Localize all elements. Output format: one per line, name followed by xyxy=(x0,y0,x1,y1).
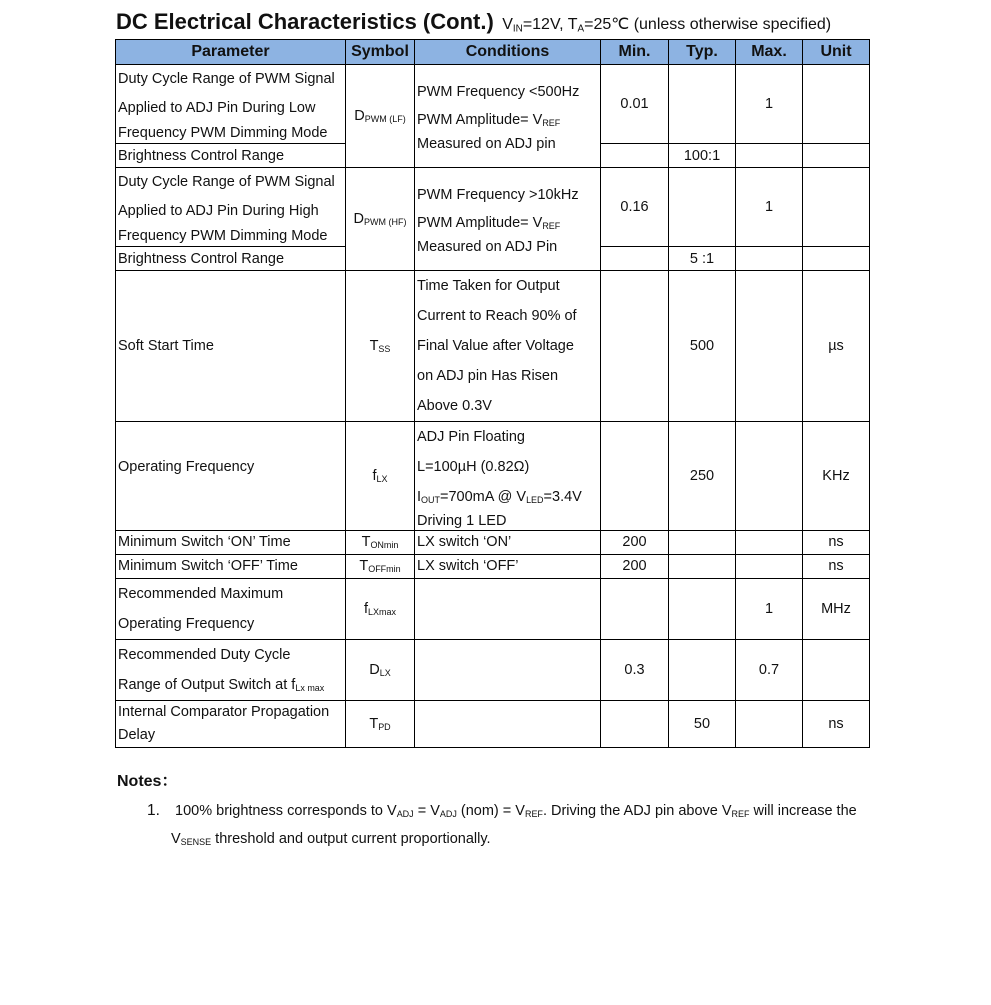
table-row xyxy=(116,422,870,531)
dc-characteristics-table xyxy=(115,39,870,748)
symbol-sub: OFFmin xyxy=(368,564,401,575)
param-line: Frequency PWM Dimming Mode xyxy=(118,125,328,141)
cond-text: PWM Amplitude= V xyxy=(417,112,543,128)
max-cell xyxy=(736,531,803,555)
max-cell xyxy=(736,271,803,422)
symbol-main: D xyxy=(353,211,365,227)
symbol-main: T xyxy=(369,338,379,354)
table-row xyxy=(116,531,870,555)
title-cond-sub: A xyxy=(577,23,585,35)
title-cond-text: =25℃ (unless otherwise specified) xyxy=(584,16,832,33)
symbol-cell xyxy=(346,555,415,579)
cond-line: Current to Reach 90% of xyxy=(417,308,577,324)
unit-cell: MHz xyxy=(803,579,870,640)
max-cell xyxy=(736,555,803,579)
cond-line: Final Value after Voltage xyxy=(417,338,574,354)
min-cell xyxy=(601,422,669,531)
cond-line: L=100µH (0.82Ω) xyxy=(417,459,530,475)
max-cell: 0.7 xyxy=(736,640,803,701)
min-cell: 200 xyxy=(601,531,669,555)
min-cell: 0.16 xyxy=(601,168,669,247)
param-cell xyxy=(116,640,346,701)
header-symbol: Symbol xyxy=(346,40,415,65)
note-item xyxy=(147,797,907,853)
typ-cell: 100:1 xyxy=(669,144,736,168)
cond-line: PWM Frequency <500Hz xyxy=(417,84,580,100)
symbol-cell xyxy=(346,701,415,748)
header-unit: Unit xyxy=(803,40,870,65)
cond-line: Measured on ADJ pin xyxy=(417,136,556,152)
symbol-cell xyxy=(346,168,415,271)
typ-cell xyxy=(669,579,736,640)
param-line: Internal Comparator Propagation xyxy=(118,704,330,720)
min-cell xyxy=(601,701,669,748)
symbol-main: T xyxy=(359,558,369,574)
cond-line xyxy=(417,209,598,237)
table-row xyxy=(116,579,870,640)
unit-cell: ns xyxy=(803,531,870,555)
note-text: = V xyxy=(413,803,440,819)
param-cell: Brightness Control Range xyxy=(116,144,346,168)
max-cell xyxy=(736,247,803,271)
title-cond-sub: IN xyxy=(512,23,523,35)
typ-cell xyxy=(669,168,736,247)
param-cell xyxy=(116,65,346,144)
table-row xyxy=(116,65,870,144)
min-cell xyxy=(601,247,669,271)
symbol-sub: PD xyxy=(378,722,391,733)
symbol-sub: LX xyxy=(376,474,388,485)
cond-text: =3.4V xyxy=(543,489,582,505)
conditions-cell xyxy=(415,422,601,531)
conditions-cell xyxy=(415,168,601,271)
param-line: Duty Cycle Range of PWM Signal xyxy=(118,174,335,190)
param-line: Recommended Maximum xyxy=(118,586,284,602)
symbol-main: T xyxy=(361,534,371,550)
typ-cell xyxy=(669,640,736,701)
max-cell: 1 xyxy=(736,579,803,640)
note-line xyxy=(147,825,907,853)
max-cell: 1 xyxy=(736,168,803,247)
symbol-main: T xyxy=(369,716,379,732)
header-conditions: Conditions xyxy=(415,40,601,65)
conditions-cell xyxy=(415,65,601,168)
page-title xyxy=(116,9,831,35)
param-line: Recommended Duty Cycle xyxy=(118,647,291,663)
cond-line: Above 0.3V xyxy=(417,398,492,414)
param-cell: Soft Start Time xyxy=(116,271,346,422)
cond-line: Driving 1 LED xyxy=(417,513,507,529)
cond-text: =700mA @ V xyxy=(440,489,527,505)
typ-cell: 50 xyxy=(669,701,736,748)
cond-text: PWM Amplitude= V xyxy=(417,215,543,231)
note-sub: ADJ xyxy=(396,809,414,820)
symbol-sub: PWM (HF) xyxy=(364,217,407,228)
symbol-sub: LXmax xyxy=(368,607,396,618)
notes-section xyxy=(117,768,857,848)
symbol-cell xyxy=(346,640,415,701)
conditions-cell: LX switch ‘ON’ xyxy=(415,531,601,555)
unit-cell xyxy=(803,247,870,271)
note-text: 100% brightness corresponds to V xyxy=(171,803,397,819)
note-sub: REF xyxy=(524,809,543,820)
title-cond-text: =12V, T xyxy=(522,16,578,33)
unit-cell xyxy=(803,144,870,168)
cond-line: Measured on ADJ Pin xyxy=(417,239,558,255)
note-text: (nom) = V xyxy=(456,803,525,819)
table-row xyxy=(116,168,870,247)
symbol-cell xyxy=(346,579,415,640)
table-row xyxy=(116,271,870,422)
conditions-cell xyxy=(415,271,601,422)
header-min: Min. xyxy=(601,40,669,65)
conditions-cell: LX switch ‘OFF’ xyxy=(415,555,601,579)
param-line: Frequency PWM Dimming Mode xyxy=(118,228,328,244)
min-cell: 200 xyxy=(601,555,669,579)
typ-cell: 250 xyxy=(669,422,736,531)
conditions-cell xyxy=(415,640,601,701)
cond-line: on ADJ pin Has Risen xyxy=(417,368,559,384)
symbol-sub: PWM (LF) xyxy=(364,114,406,125)
param-line: Applied to ADJ Pin During Low xyxy=(118,100,316,116)
title-cond-text: V xyxy=(502,16,513,33)
unit-cell: KHz xyxy=(803,422,870,531)
param-cell: Brightness Control Range xyxy=(116,247,346,271)
conditions-cell xyxy=(415,579,601,640)
note-text: will increase the xyxy=(749,803,857,819)
table-header-row xyxy=(116,40,870,65)
min-cell xyxy=(601,271,669,422)
param-cell: Operating Frequency xyxy=(116,422,346,531)
param-line: Delay xyxy=(118,727,156,743)
header-typ: Typ. xyxy=(669,40,736,65)
symbol-main: f xyxy=(364,601,369,617)
typ-cell: 500 xyxy=(669,271,736,422)
note-text: V xyxy=(171,831,181,847)
cond-sub: REF xyxy=(542,118,561,129)
cond-sub: REF xyxy=(542,221,561,232)
unit-cell: ns xyxy=(803,701,870,748)
symbol-sub: SS xyxy=(378,344,391,355)
min-cell xyxy=(601,144,669,168)
param-text: Range of Output Switch at f xyxy=(118,677,296,693)
symbol-cell xyxy=(346,531,415,555)
note-sub: ADJ xyxy=(439,809,457,820)
cond-sub: OUT xyxy=(421,495,440,506)
note-text: threshold and output current proportionally. xyxy=(211,831,491,847)
symbol-main: f xyxy=(372,468,377,484)
unit-cell xyxy=(803,65,870,144)
min-cell: 0.01 xyxy=(601,65,669,144)
cond-line: Time Taken for Output xyxy=(417,278,560,294)
symbol-sub: LX xyxy=(379,668,391,679)
symbol-cell xyxy=(346,422,415,531)
param-line: Duty Cycle Range of PWM Signal xyxy=(118,71,335,87)
cond-line: ADJ Pin Floating xyxy=(417,429,525,445)
header-max: Max. xyxy=(736,40,803,65)
conditions-cell xyxy=(415,701,601,748)
param-cell xyxy=(116,168,346,247)
cond-text: I xyxy=(417,489,422,505)
note-sub: REF xyxy=(731,809,750,820)
max-cell xyxy=(736,144,803,168)
typ-cell xyxy=(669,65,736,144)
symbol-cell xyxy=(346,65,415,168)
param-cell: Minimum Switch ‘OFF’ Time xyxy=(116,555,346,579)
max-cell xyxy=(736,701,803,748)
typ-cell: 5 :1 xyxy=(669,247,736,271)
notes-heading: Notes： xyxy=(117,773,178,790)
min-cell xyxy=(601,579,669,640)
cond-line xyxy=(417,106,598,134)
note-text: . Driving the ADJ pin above V xyxy=(542,803,732,819)
param-line xyxy=(118,670,343,700)
param-cell xyxy=(116,701,346,748)
param-cell xyxy=(116,579,346,640)
symbol-main: D xyxy=(354,108,365,124)
table-row xyxy=(116,555,870,579)
symbol-cell xyxy=(346,271,415,422)
typ-cell xyxy=(669,531,736,555)
table-row xyxy=(116,701,870,748)
note-line xyxy=(147,797,907,825)
cond-sub: LED xyxy=(526,495,544,506)
note-number: 1. xyxy=(147,802,160,819)
param-cell: Minimum Switch ‘ON’ Time xyxy=(116,531,346,555)
unit-cell xyxy=(803,640,870,701)
typ-cell xyxy=(669,555,736,579)
param-line: Applied to ADJ Pin During High xyxy=(118,203,319,219)
cond-line: PWM Frequency >10kHz xyxy=(417,187,579,203)
header-parameter: Parameter xyxy=(116,40,346,65)
unit-cell xyxy=(803,168,870,247)
max-cell xyxy=(736,422,803,531)
cond-line xyxy=(417,482,598,512)
min-cell: 0.3 xyxy=(601,640,669,701)
param-sub: Lx max xyxy=(295,683,325,694)
unit-cell: ns xyxy=(803,555,870,579)
title-main: DC Electrical Characteristics (Cont.) xyxy=(116,9,494,34)
symbol-sub: ONmin xyxy=(370,540,399,551)
max-cell: 1 xyxy=(736,65,803,144)
note-sub: SENSE xyxy=(180,837,212,848)
unit-cell: µs xyxy=(803,271,870,422)
symbol-main: D xyxy=(369,662,380,678)
param-line: Operating Frequency xyxy=(118,616,255,632)
table-row xyxy=(116,640,870,701)
title-conditions xyxy=(502,16,831,33)
